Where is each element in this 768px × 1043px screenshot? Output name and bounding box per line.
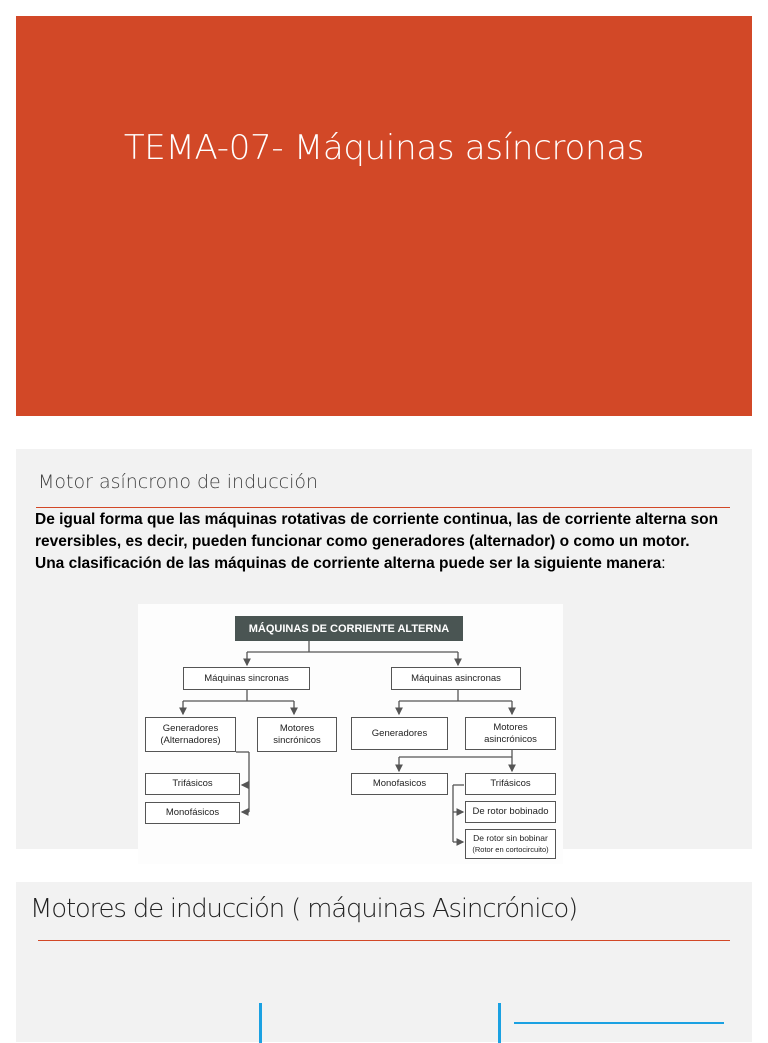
monofasicos-asincronas-box: Monofasicos: [351, 773, 448, 795]
monofasicos-sincronas-box: Monofásicos: [145, 802, 240, 824]
title-slide[interactable]: [16, 16, 752, 416]
motores-asincronicos-box: [465, 717, 556, 750]
heading-divider: [36, 507, 730, 508]
blue-connector-left: [259, 1003, 262, 1043]
body-paragraph-2-text: Una clasificación de las máquinas de corriente alterna puede ser la siguiente manera: [35, 555, 662, 572]
motores-sinc-line-1: Motores: [279, 722, 315, 734]
slide-heading: Motor asíncrono de inducción: [38, 471, 319, 493]
maquinas-sincronas-box: Máquinas sincronas: [183, 667, 310, 690]
heading-divider: [38, 940, 730, 941]
body-paragraph-2-colon: :: [661, 555, 666, 572]
generadores-asincronas-box: Generadores: [351, 717, 448, 750]
motores-asinc-line-2: asincrónicos: [484, 733, 537, 745]
rotor-sin-line-1: De rotor sin bobinar: [473, 833, 548, 843]
rotor-bobinado-box: De rotor bobinado: [465, 801, 556, 823]
body-paragraph-2: [35, 553, 735, 575]
content-slide-motor-asincrono[interactable]: [16, 449, 752, 854]
slide-heading: Motores de inducción ( máquinas Asincrónico): [30, 894, 577, 924]
content-slide-motores-induccion[interactable]: [16, 882, 752, 1042]
blue-box-edge: [514, 1022, 724, 1024]
motores-sinc-line-2: sincrónicos: [273, 734, 321, 746]
motores-sincronicos-box: [257, 717, 337, 752]
motores-asinc-line-1: Motores: [493, 721, 528, 733]
generadores-alternadores-box: [145, 717, 236, 752]
trifasicos-asincronas-box: Trifásicos: [465, 773, 556, 795]
diagram-root-box: MÁQUINAS DE CORRIENTE ALTERNA: [235, 616, 463, 641]
trifasicos-sincronas-box: Trifásicos: [145, 773, 240, 795]
rotor-sin-line-2: (Rotor en cortocircuito): [472, 845, 549, 854]
blue-connector-right: [498, 1003, 501, 1043]
rotor-sin-bobinar-box: [465, 829, 556, 859]
slide-body-text: [35, 509, 735, 575]
body-paragraph-1: De igual forma que las máquinas rotativas de corriente continua, las de corriente alterna son reversibles, es decir, pueden funcionar como generadores (alternador) o como un motor.: [35, 511, 719, 550]
generadores-line-2: (Alternadores): [160, 734, 221, 746]
slide-title: TEMA-07- Máquinas asíncronas: [123, 128, 645, 168]
maquinas-asincronas-box: Máquinas asincronas: [391, 667, 521, 690]
generadores-line-1: Generadores: [162, 722, 219, 734]
classification-diagram: [138, 604, 563, 864]
